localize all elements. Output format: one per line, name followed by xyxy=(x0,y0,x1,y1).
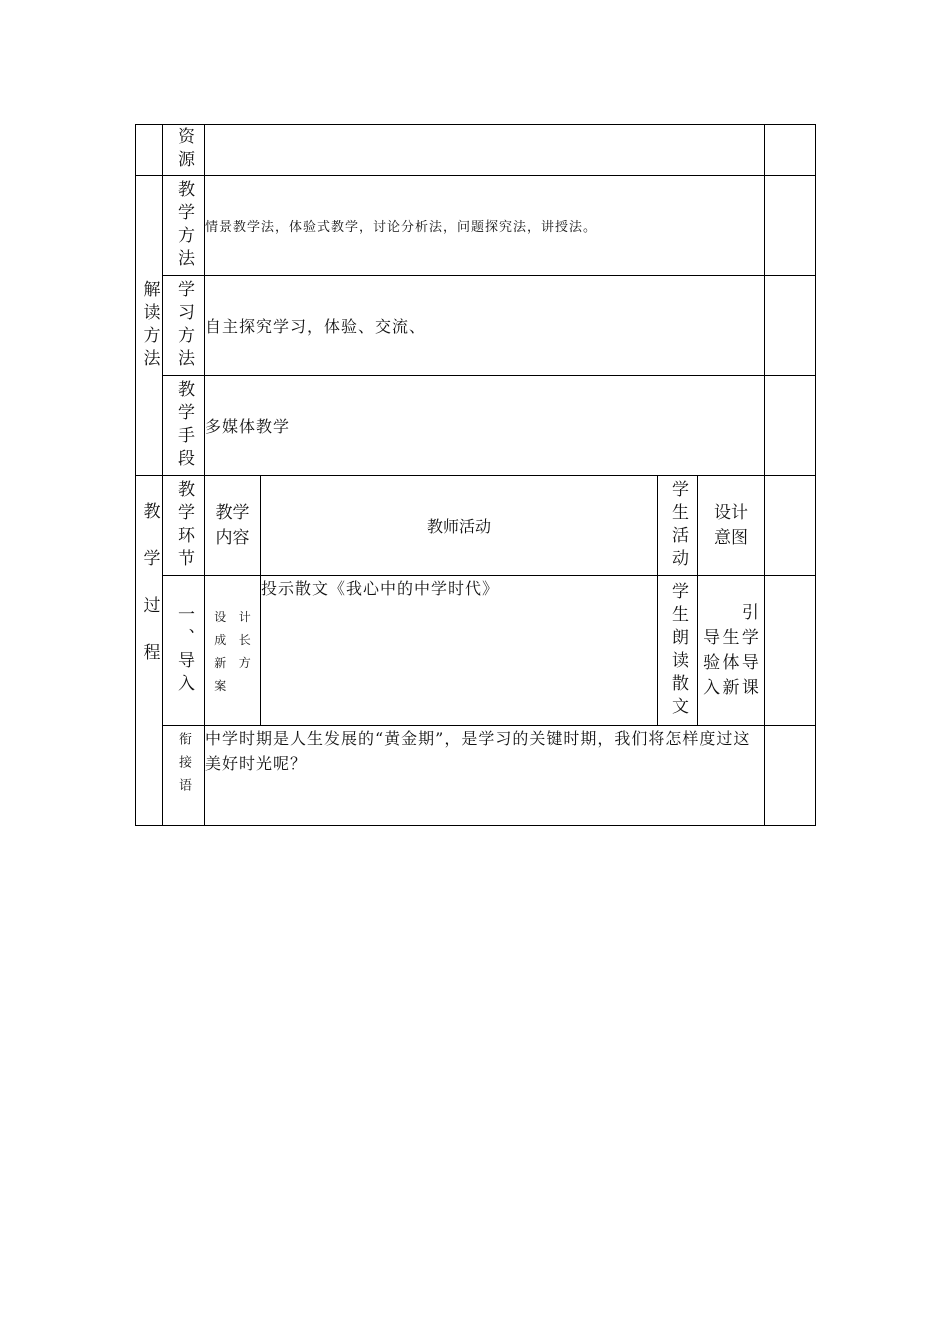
intent-char: 导 xyxy=(741,652,759,673)
bridge-extra-cell xyxy=(765,726,816,826)
learning-method-label: 学习方法 xyxy=(174,279,194,372)
process-group-cell xyxy=(136,476,163,826)
intro-content-char: 案 xyxy=(214,678,227,693)
teaching-method-row xyxy=(136,176,816,276)
learning-method-row xyxy=(136,276,816,376)
teaching-method-label: 教学方法 xyxy=(174,179,194,272)
process-header-row xyxy=(136,476,816,576)
resource-label: 资源 xyxy=(174,127,194,173)
resource-group-cell xyxy=(136,125,163,176)
intent-char: 验 xyxy=(703,652,721,673)
teaching-method-content: 情景教学法，体验式教学，讨论分析法，问题探究法，讲授法。 xyxy=(205,176,765,276)
learning-method-label-cell xyxy=(163,276,205,376)
intent-char: 课 xyxy=(741,677,759,698)
resource-content xyxy=(205,125,765,176)
student-activity-header: 学生活动 xyxy=(668,479,688,572)
intent-char xyxy=(702,601,721,626)
teaching-means-content: 多媒体教学 xyxy=(205,376,765,476)
teaching-means-label: 教学手段 xyxy=(174,379,194,472)
learning-method-content: 自主探究学习，体验、交流、 xyxy=(205,276,765,376)
method-group-label: 解读方法 xyxy=(139,279,160,372)
intro-design-intent-cell xyxy=(698,576,765,726)
teaching-means-extra-cell xyxy=(765,376,816,476)
teaching-means-label-cell xyxy=(163,376,205,476)
content-header: 教学内容 xyxy=(215,502,250,548)
method-group-cell xyxy=(136,176,163,476)
teaching-method-label-cell xyxy=(163,176,205,276)
resource-label-cell xyxy=(163,125,205,176)
learning-method-extra-cell xyxy=(765,276,816,376)
intro-content-char: 设 xyxy=(214,609,227,624)
intro-content-char: 方 xyxy=(238,655,251,670)
student-activity-header-cell xyxy=(658,476,698,576)
intro-teacher-activity: 投示散文《我心中的中学时代》 xyxy=(261,576,658,726)
intent-char: 新 xyxy=(722,677,740,698)
intro-student-activity: 学生朗读散文 xyxy=(668,581,688,720)
intro-content-char: 计 xyxy=(238,609,251,624)
intent-char: 学 xyxy=(741,627,759,648)
design-intent-header: 设计意图 xyxy=(714,502,748,548)
intro-content-char: 成 xyxy=(214,632,227,647)
teaching-method-extra-cell xyxy=(765,176,816,276)
lesson-plan-table xyxy=(135,124,816,826)
header-extra-cell xyxy=(765,476,816,576)
intro-content-char: 长 xyxy=(238,632,251,647)
teaching-means-row xyxy=(136,376,816,476)
intro-design-intent-grid xyxy=(698,599,764,703)
design-intent-header-cell xyxy=(698,476,765,576)
intro-content-grid xyxy=(205,608,260,694)
intent-char: 入 xyxy=(703,677,721,698)
stage-header-cell xyxy=(163,476,205,576)
intent-char xyxy=(721,601,740,626)
intro-row xyxy=(136,576,816,726)
resource-row xyxy=(136,125,816,176)
content-header-cell xyxy=(205,476,261,576)
bridge-content: 中学时期是人生发展的“黄金期”，是学习的关键时期，我们将怎样度过这美好时光呢？ xyxy=(205,726,765,826)
intro-extra-cell xyxy=(765,576,816,726)
bridge-row xyxy=(136,726,816,826)
process-group-label: 教学过程 xyxy=(139,502,160,690)
intro-content-cell xyxy=(205,576,261,726)
stage-header: 教学环节 xyxy=(174,479,194,572)
intent-char: 导 xyxy=(703,627,721,648)
bridge-label: 衔接语 xyxy=(176,732,191,801)
intro-stage: 一、导入 xyxy=(174,604,194,697)
resource-extra-cell xyxy=(765,125,816,176)
intent-char: 体 xyxy=(722,652,740,673)
intro-student-activity-cell xyxy=(658,576,698,726)
intent-char: 生 xyxy=(722,627,740,648)
intent-char: 引 xyxy=(741,602,759,623)
intro-stage-cell xyxy=(163,576,205,726)
bridge-label-cell xyxy=(163,726,205,826)
intro-content-char: 新 xyxy=(214,655,227,670)
teacher-activity-header: 教师活动 xyxy=(261,476,658,576)
